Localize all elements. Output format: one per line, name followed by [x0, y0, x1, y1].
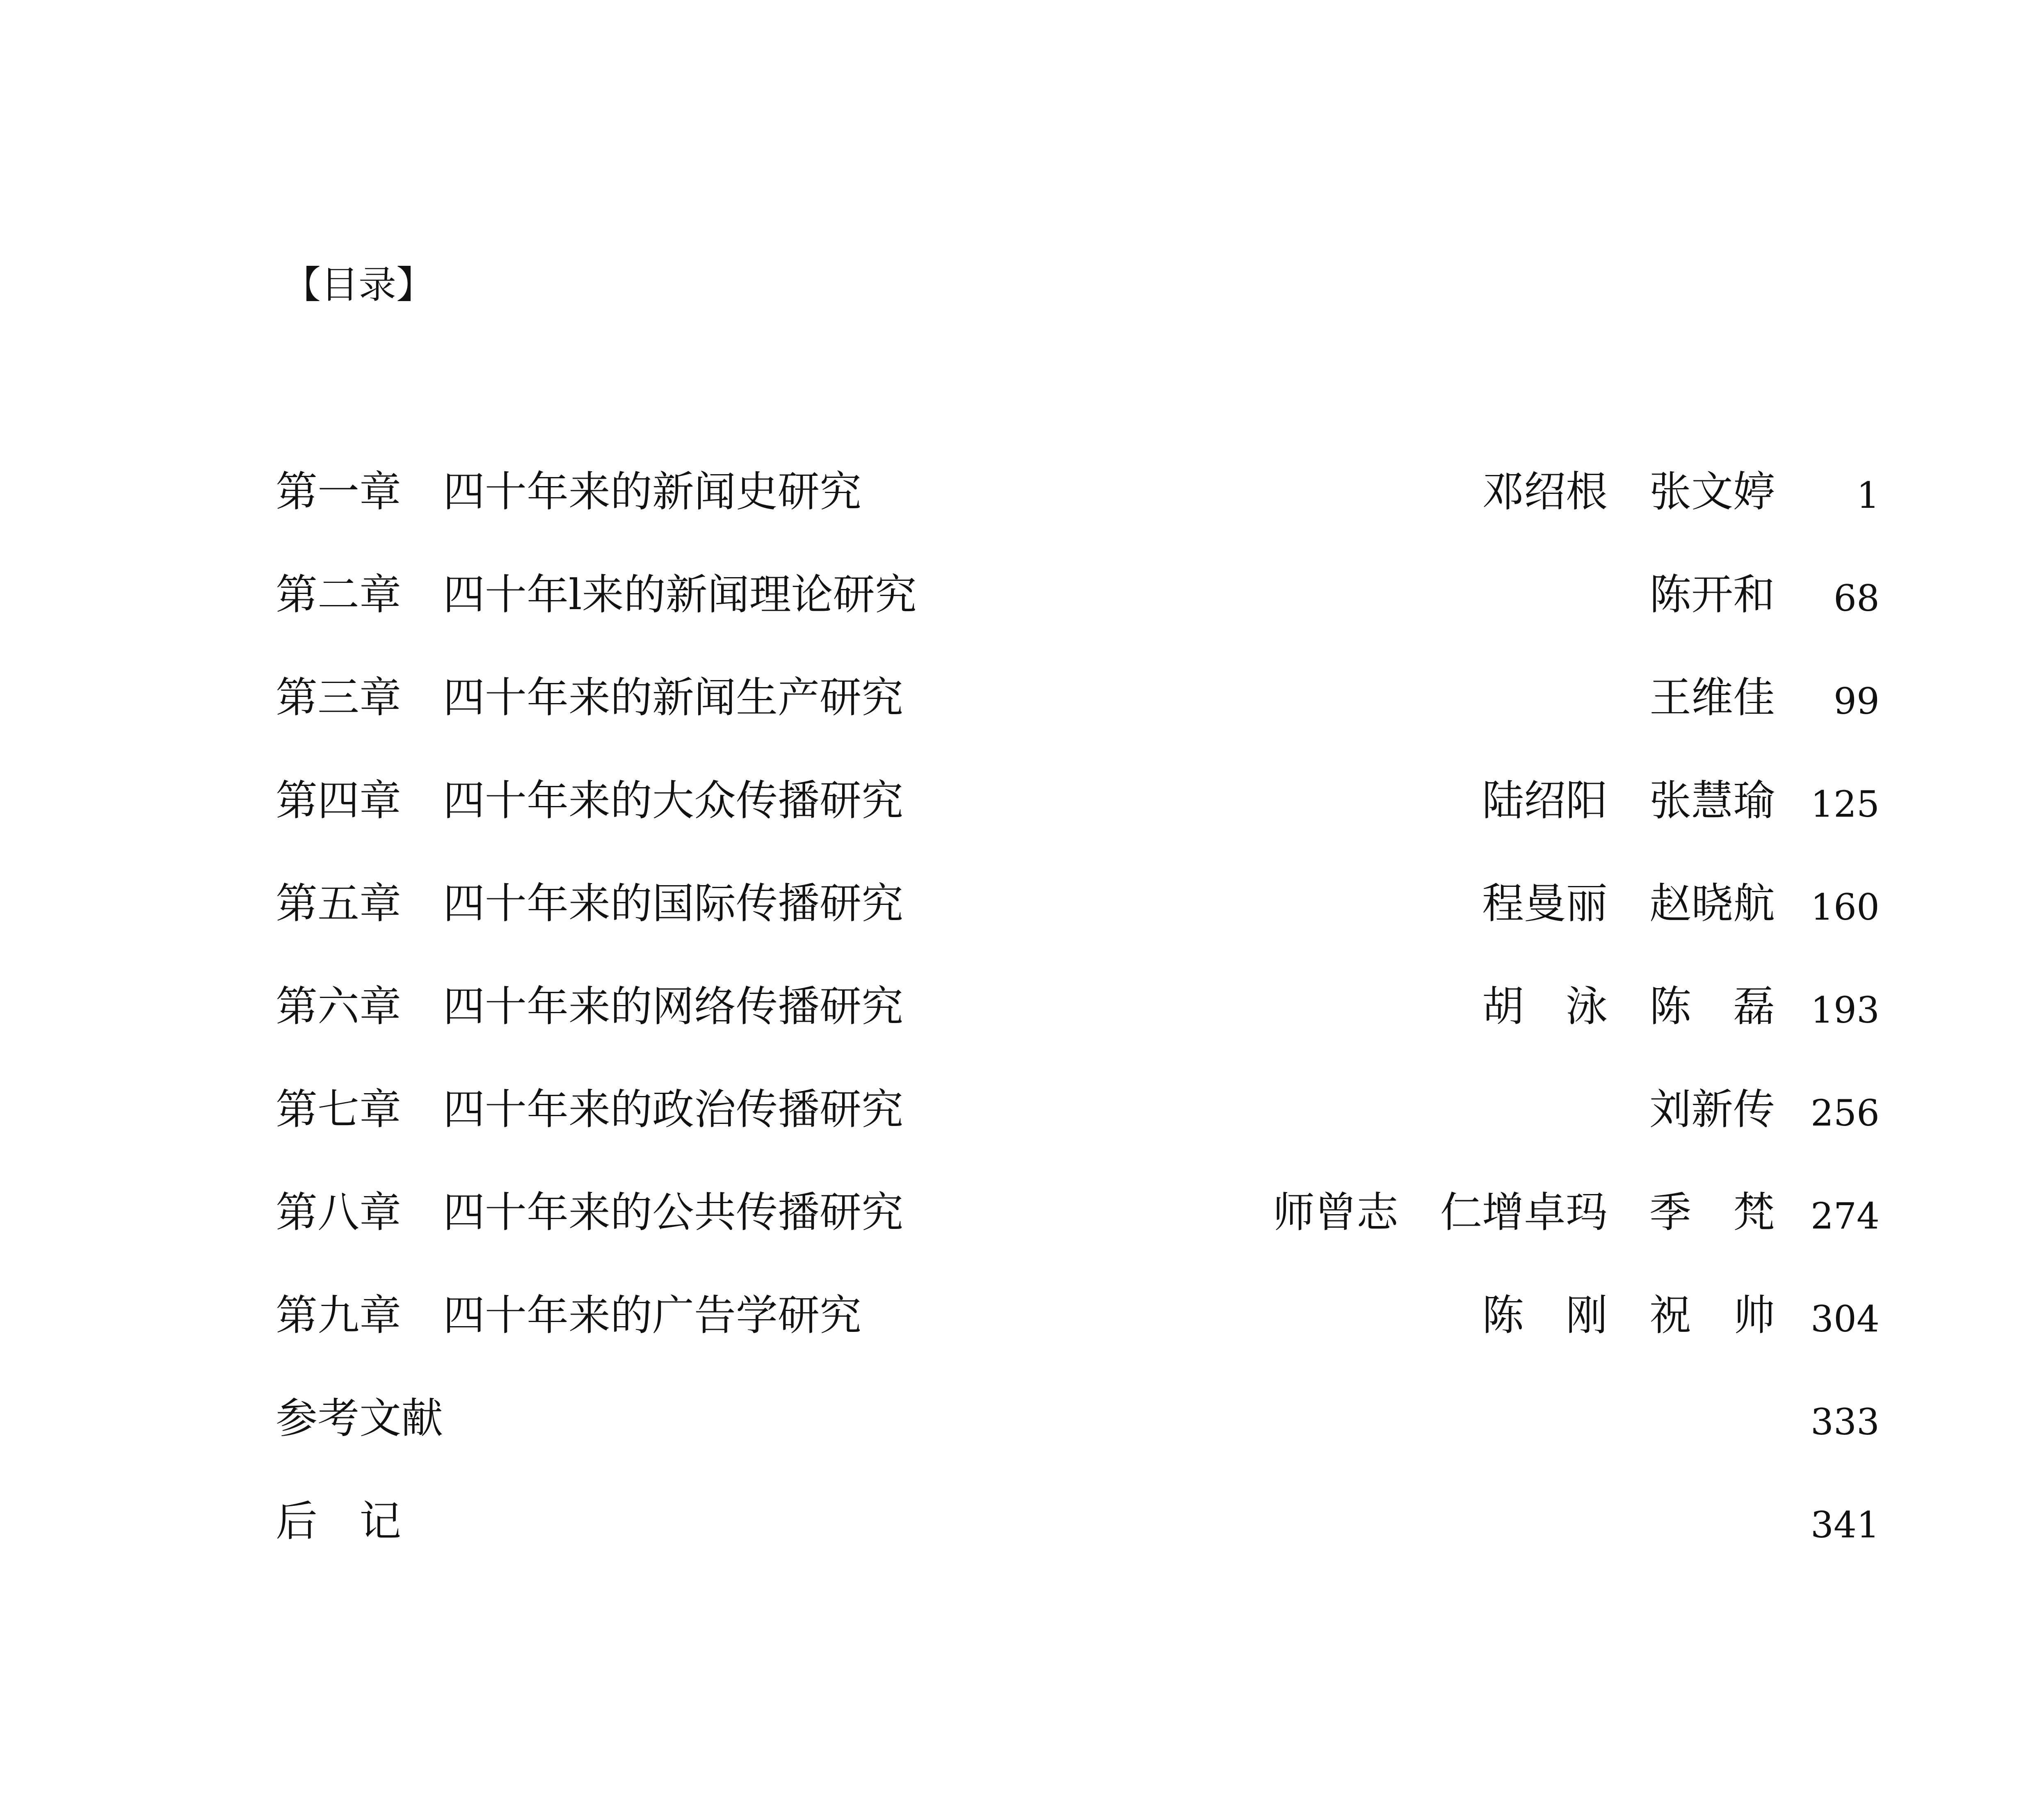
toc-entry-afterword: [276, 1493, 1880, 1596]
entry-title: 第三章 四十年来的新闻生产研究: [276, 674, 903, 722]
entry-title: 第九章 四十年来的广告学研究: [276, 1291, 861, 1340]
entry-authors: 邓绍根 张文婷: [1482, 468, 1775, 516]
entry-authors: 陈开和: [1649, 571, 1775, 619]
entry-page-number: 333: [1811, 1401, 1880, 1443]
entry-title: 第一章 四十年来的新闻史研究: [276, 468, 861, 516]
entry-authors: 程曼丽 赵晓航: [1482, 879, 1775, 928]
entry-page-number: 160: [1811, 886, 1880, 928]
entry-page-number: 99: [1834, 680, 1880, 722]
entry-authors: 陈 刚 祝 帅: [1482, 1291, 1775, 1340]
toc-entry-ch3: [276, 669, 1880, 772]
toc-list: [276, 464, 1880, 1596]
toc-entry-ch2: [276, 566, 1880, 669]
toc-entry-ch9: [276, 1287, 1880, 1390]
entry-page-number: 304: [1811, 1298, 1880, 1340]
entry-authors: 王维佳: [1649, 674, 1775, 722]
toc-entry-ch1: [276, 464, 1880, 566]
entry-authors: 胡 泳 陈 磊: [1482, 982, 1775, 1031]
entry-title: 参考文献: [276, 1394, 443, 1443]
entry-title: 第八章 四十年来的公共传播研究: [276, 1188, 903, 1237]
entry-page-number: 193: [1811, 989, 1880, 1031]
entry-authors: 刘新传: [1649, 1085, 1775, 1134]
entry-title: 第七章 四十年来的政治传播研究: [276, 1085, 903, 1134]
entry-title: 第五章 四十年来的国际传播研究: [276, 879, 903, 928]
entry-title: 后 记: [276, 1497, 401, 1546]
entry-page-number: 68: [1834, 577, 1880, 619]
entry-title: 第二章 四十年l来的新闻理论研究: [276, 571, 917, 619]
toc-entry-references: [276, 1390, 1880, 1493]
toc-entry-ch7: [276, 1081, 1880, 1184]
entry-page-number: 125: [1811, 783, 1880, 825]
toc-entry-ch8: [276, 1184, 1880, 1287]
toc-heading: 【目录】: [283, 263, 434, 307]
entry-page-number: 256: [1811, 1092, 1880, 1134]
toc-entry-ch5: [276, 875, 1880, 978]
entry-title: 第六章 四十年来的网络传播研究: [276, 982, 903, 1031]
entry-title: 第四章 四十年来的大众传播研究: [276, 776, 903, 825]
toc-entry-ch6: [276, 978, 1880, 1081]
entry-authors: 陆绍阳 张慧瑜: [1482, 776, 1775, 825]
entry-page-number: 341: [1811, 1504, 1880, 1546]
toc-entry-ch4: [276, 772, 1880, 875]
entry-page-number: 274: [1811, 1195, 1880, 1237]
entry-authors: 师曾志 仁增卓玛 季 梵: [1273, 1188, 1775, 1237]
entry-page-number: 1: [1857, 474, 1880, 516]
